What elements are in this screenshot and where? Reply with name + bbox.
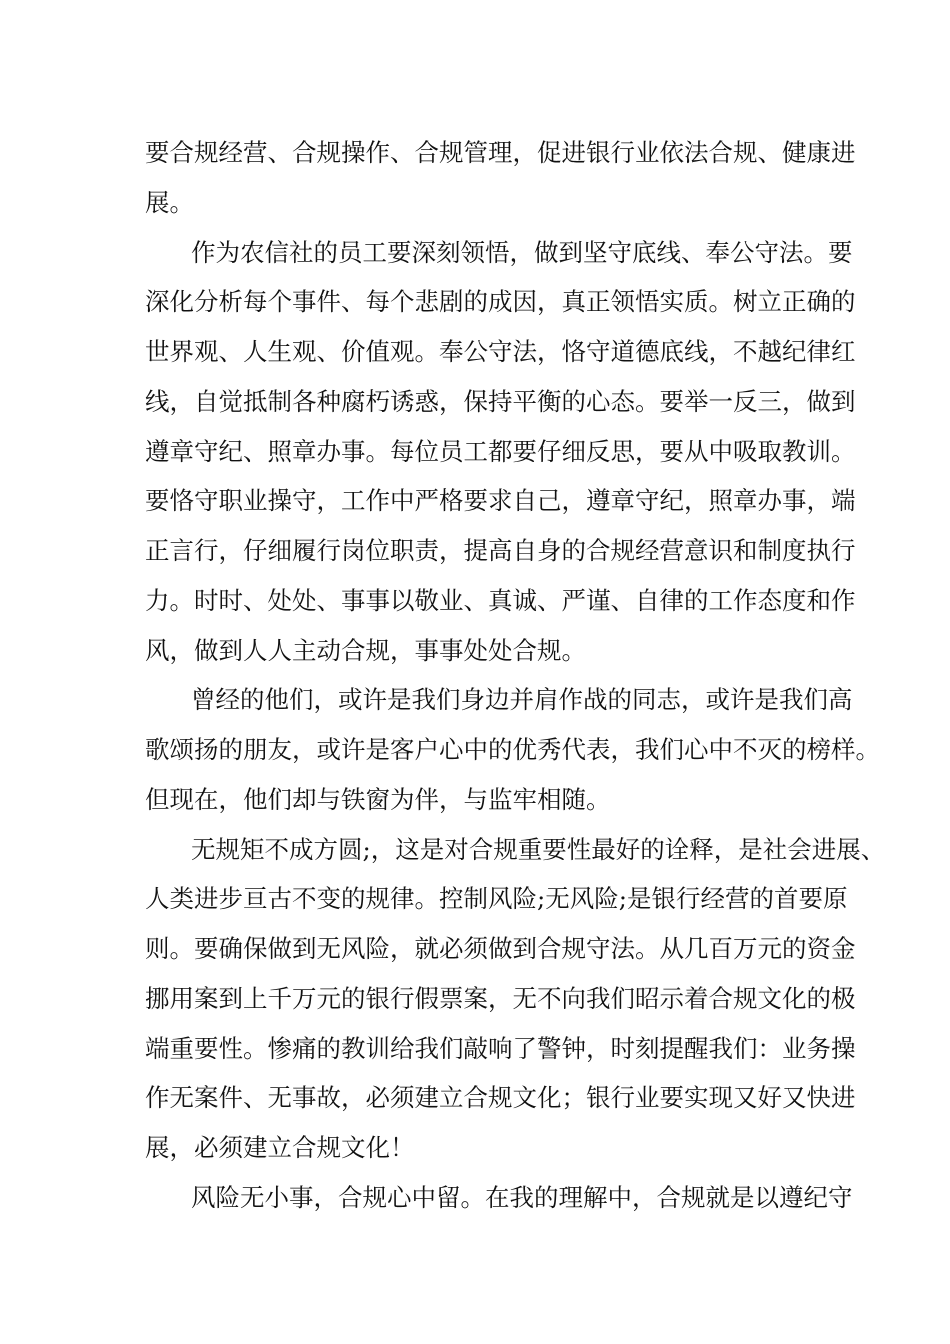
paragraph-3-line-1: 曾经的他们，或许是我们身边并肩作战的同志，或许是我们高 bbox=[191, 685, 853, 715]
paragraph-3-line-3: 但现在，他们却与铁窗为伴，与监牢相随。 bbox=[145, 784, 611, 814]
paragraph-4-line-4: 挪用案到上千万元的银行假票案，无不向我们昭示着合规文化的极 bbox=[145, 983, 856, 1013]
paragraph-4-line-3: 则。要确保做到无风险，就必须做到合规守法。从几百万元的资金 bbox=[145, 934, 856, 963]
paragraph-2-line-9: 风，做到人人主动合规，事事处处合规。 bbox=[145, 635, 586, 665]
paragraph-5-line-1: 风险无小事，合规心中留。在我的理解中，合规就是以遵纪守 bbox=[191, 1182, 853, 1212]
paragraph-2-line-8: 力。时时、处处、事事以敬业、真诚、严谨、自律的工作态度和作 bbox=[145, 585, 856, 615]
paragraph-2-line-5: 遵章守纪、照章办事。每位员工都要仔细反思，要从中吸取教训。 bbox=[145, 436, 856, 466]
paragraph-4-line-7: 展，必须建立合规文化！ bbox=[145, 1133, 415, 1162]
paragraph-4-line-1: 无规矩不成方圆;，这是对合规重要性最好的诠释，是社会进展、 bbox=[191, 834, 886, 864]
paragraph-2-line-4: 线，自觉抵制各种腐朽诱惑，保持平衡的心态。要举一反三，做到 bbox=[145, 386, 856, 416]
paragraph-2-line-7: 正言行，仔细履行岗位职责，提高自身的合规经营意识和制度执行 bbox=[145, 536, 856, 565]
paragraph-2-line-2: 深化分析每个事件、每个悲剧的成因，真正领悟实质。树立正确的 bbox=[145, 287, 856, 317]
paragraph-4-line-2: 人类进步亘古不变的规律。控制风险;无风险;是银行经营的首要原 bbox=[145, 884, 848, 914]
paragraph-2-line-3: 世界观、人生观、价值观。奉公守法，恪守道德底线，不越纪律红 bbox=[145, 337, 856, 366]
paragraph-1-line-1: 要合规经营、合规操作、合规管理，促进银行业依法合规、健康进 bbox=[145, 138, 856, 167]
paragraph-2-line-1: 作为农信社的员工要深刻领悟，做到坚守底线、奉公守法。要 bbox=[191, 237, 853, 267]
paragraph-4-line-5: 端重要性。惨痛的教训给我们敲响了警钟，时刻提醒我们：业务操 bbox=[145, 1033, 856, 1063]
paragraph-2-line-6: 要恪守职业操守，工作中严格要求自己，遵章守纪，照章办事，端 bbox=[145, 486, 856, 516]
document-body bbox=[145, 128, 886, 1223]
paragraph-3-line-2: 歌颂扬的朋友，或许是客户心中的优秀代表，我们心中不灭的榜样。 bbox=[145, 735, 880, 764]
paragraph-4-line-6: 作无案件、无事故，必须建立合规文化；银行业要实现又好又快进 bbox=[145, 1083, 856, 1113]
paragraph-1-line-2: 展。 bbox=[145, 187, 194, 217]
